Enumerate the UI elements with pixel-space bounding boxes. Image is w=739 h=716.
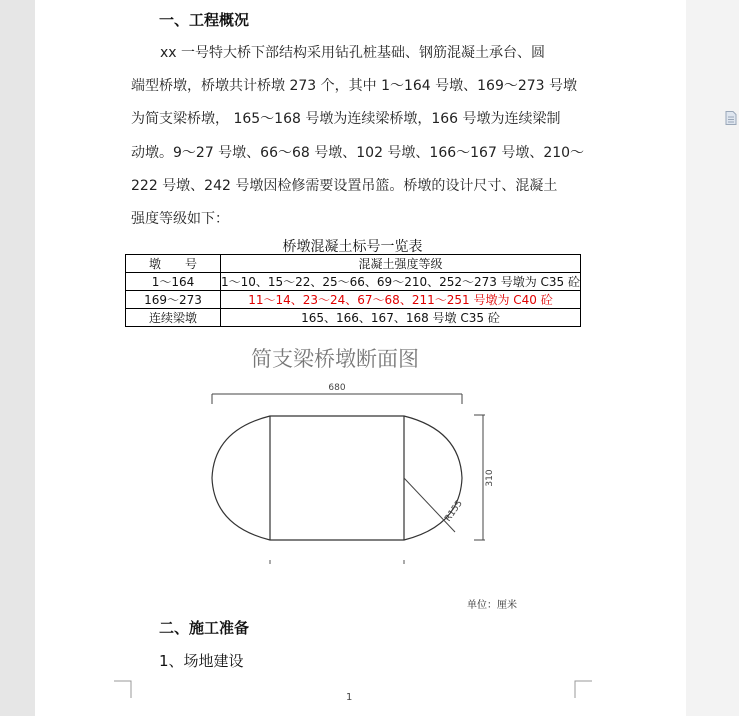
margin-corner-mark	[114, 681, 131, 698]
paragraph-line: 为简支梁桥墩， 165～168 号墩为连续梁桥墩，166 号墩为连续梁制	[131, 111, 561, 127]
table-title: 桥墩混凝土标号一览表	[282, 239, 423, 255]
section-heading-preparation: 二、施工准备	[159, 619, 250, 637]
paragraph-line: 强度等级如下：	[131, 211, 229, 227]
radius-leader-line	[404, 478, 455, 532]
subsection-site-construction: 1、场地建设	[159, 652, 244, 670]
paragraph-line: 端型桥墩，桥墩共计桥墩 273 个，其中 1～164 号墩、169～273 号墩	[131, 78, 578, 94]
radius-label: R155	[443, 498, 465, 524]
table-cell: 1～10、15～22、25～66、69～210、252～273 号墩为 C35 砼	[220, 274, 580, 289]
unit-note: 单位：厘米	[467, 600, 517, 611]
table-cell: 1～164	[126, 273, 221, 291]
paragraph-line: xx 一号特大桥下部结构采用钻孔桩基础、钢筋混凝土承台、圆	[160, 45, 546, 61]
table-cell-highlight: 11～14、23～24、67～68、211～251 号墩为 C40 砼	[220, 291, 580, 309]
pier-outline	[212, 416, 462, 540]
paragraph-line: 222 号墩、242 号墩因检修需要设置吊篮。桥墩的设计尺寸、混凝土	[131, 178, 558, 194]
table-header-cell: 墩 号	[126, 255, 221, 273]
page-number: 1	[346, 692, 353, 703]
table-cell: 连续梁墩	[126, 309, 221, 327]
height-label: 310	[485, 469, 495, 487]
margin-corner-mark	[575, 681, 592, 698]
width-label: 680	[328, 383, 346, 393]
paragraph-line: 动墩。9～27 号墩、66～68 号墩、102 号墩、166～167 号墩、210～	[131, 145, 585, 161]
drawing-title: 简支梁桥墩断面图	[251, 347, 419, 371]
table-cell: 165、166、167、168 号墩 C35 砼	[220, 309, 580, 327]
table-header-cell: 混凝土强度等级	[220, 255, 580, 273]
table-cell: 169～273	[126, 291, 221, 309]
section-heading-overview: 一、工程概况	[159, 11, 250, 29]
